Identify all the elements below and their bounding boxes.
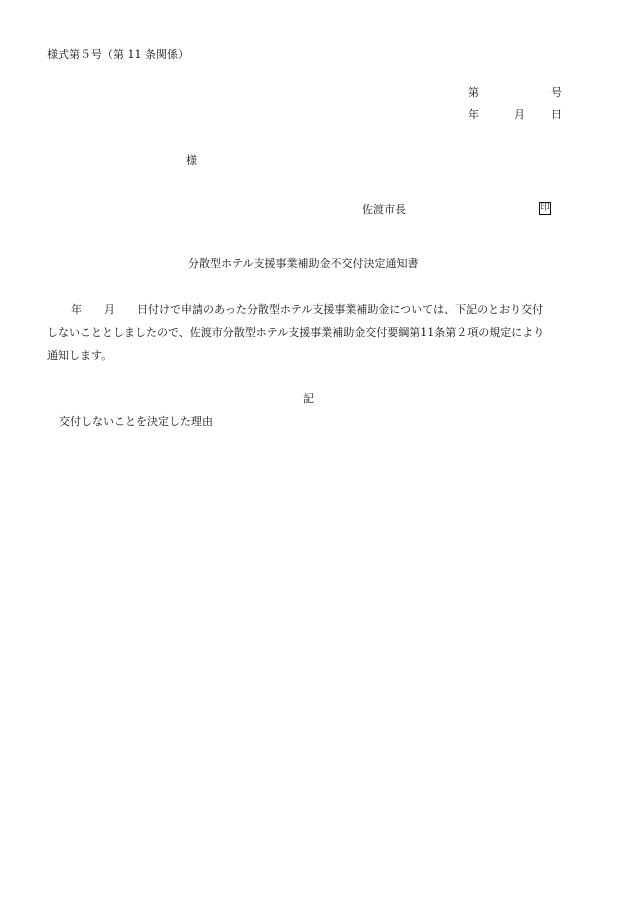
- ki-heading: 記: [303, 392, 314, 405]
- body-line-1: [47, 298, 583, 321]
- date-month-label: 月: [514, 108, 525, 121]
- body-year-label: 年: [71, 303, 82, 316]
- date-year-label: 年: [468, 108, 479, 121]
- document-number-label: 第: [468, 86, 479, 99]
- document-number-suffix: 号: [551, 86, 562, 99]
- body-line-2: しないこととしましたので、佐渡市分散型ホテル支援事業補助金交付要綱第11条第２項の規定により: [47, 326, 545, 339]
- date-day-label: 日: [551, 108, 562, 121]
- form-number: 様式第５号（第 11 条関係）: [47, 48, 189, 61]
- reason-label: 交付しないことを決定した理由: [59, 415, 213, 428]
- document-title: 分散型ホテル支援事業補助金不交付決定通知書: [188, 257, 419, 270]
- addressee-honorific: 様: [186, 154, 197, 167]
- body-line-3: 通知します。: [47, 349, 113, 362]
- issuer-name: 佐渡市長: [362, 203, 406, 216]
- seal-mark: 印: [540, 203, 550, 213]
- body-line-1-text: 日付けで申請のあった分散型ホテル支援事業補助金については、下記のとおり交付: [137, 303, 544, 316]
- notice-body: [47, 298, 583, 367]
- body-month-label: 月: [104, 303, 115, 316]
